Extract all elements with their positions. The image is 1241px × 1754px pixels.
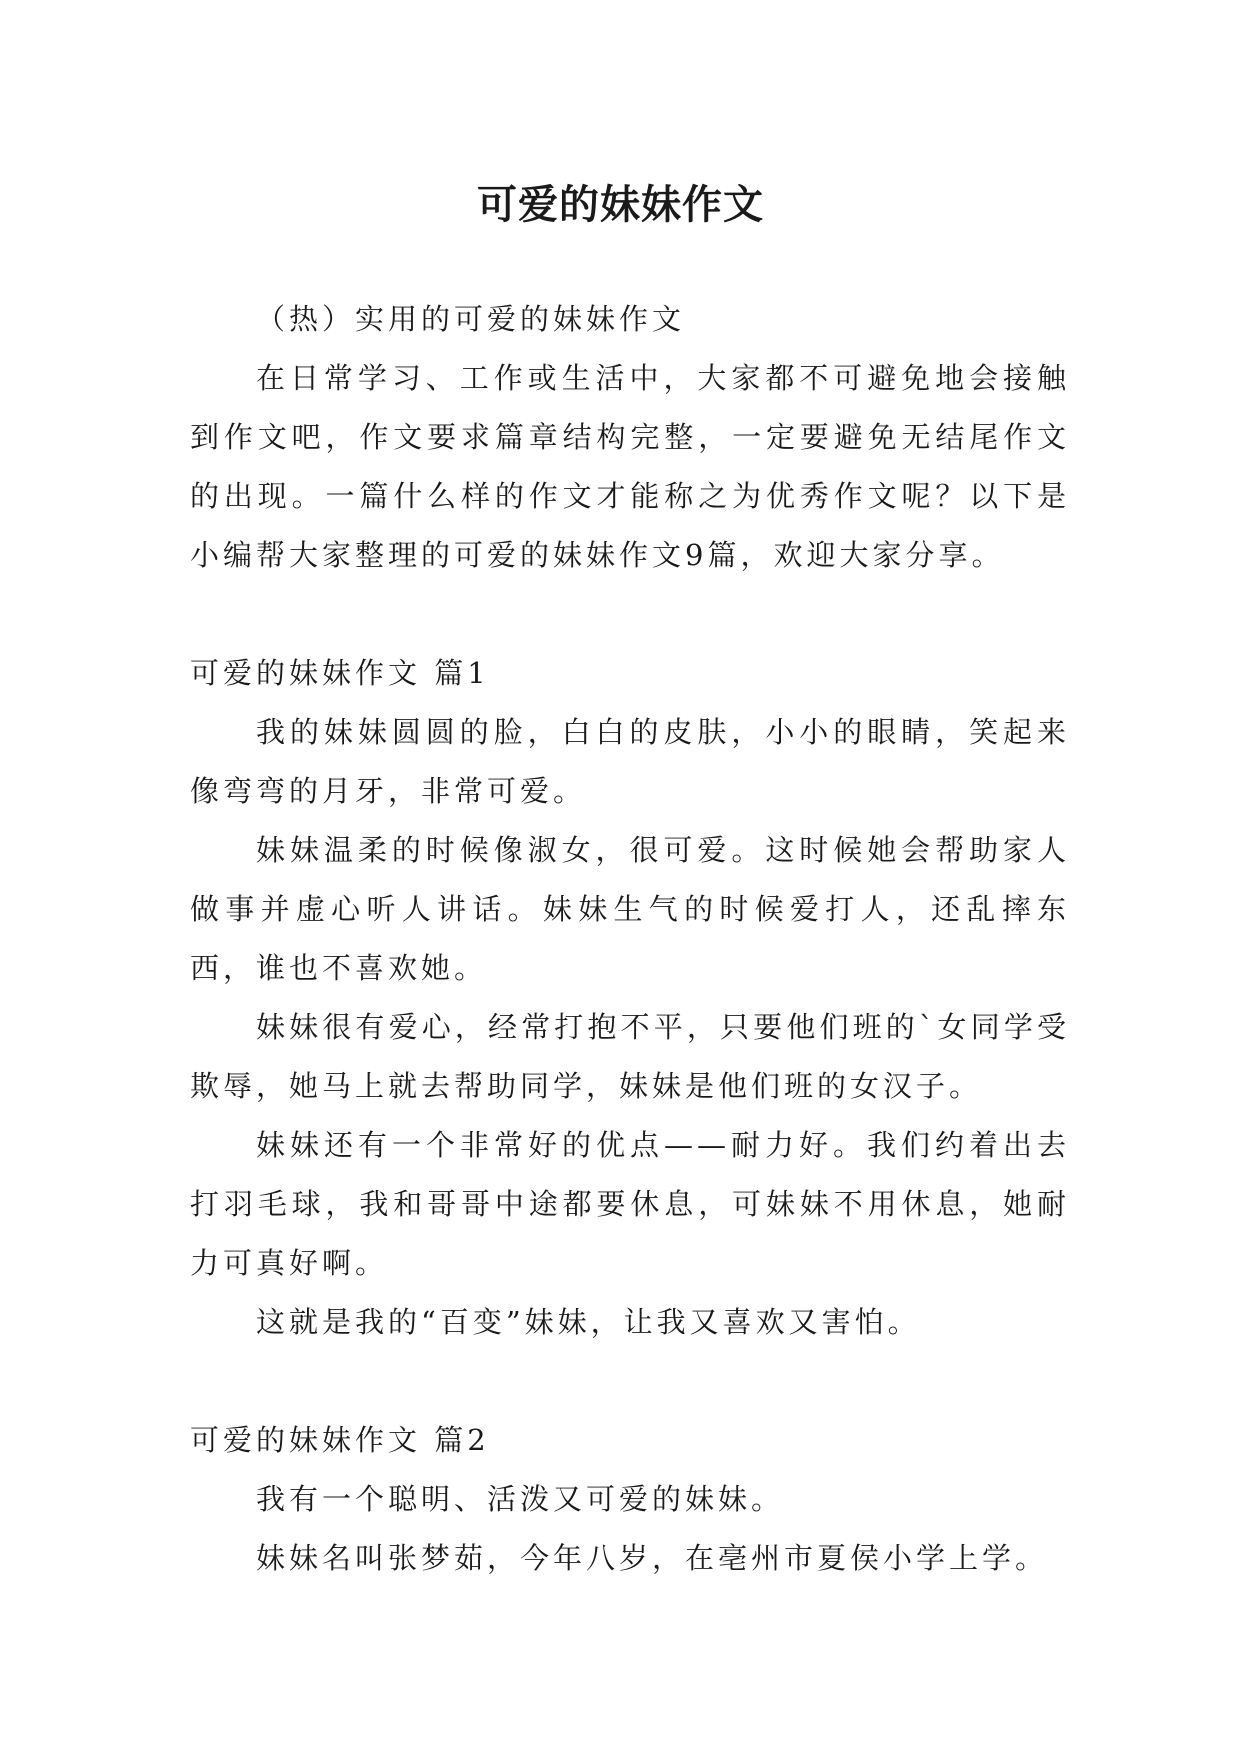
document-body [190,290,1070,1588]
section-heading-1: 可爱的妹妹作文 篇1 [190,656,490,690]
intro-paragraph: 在日常学习、工作或生活中，大家都不可避免地会接触到作文吧，作文要求篇章结构完整，一定要避免无结尾作文的出现。一篇什么样的作文才能称之为优秀作文呢？以下是小编帮大家整理的可爱的妹妹作文9篇，欢迎大家分享。 [190,361,1070,572]
section-spacer [190,585,1070,644]
section-1-paragraph-1: 我的妹妹圆圆的脸，白白的皮肤，小小的眼睛，笑起来像弯弯的月牙，非常可爱。 [190,715,1070,808]
section-1-paragraph-4: 妹妹还有一个非常好的优点——耐力好。我们约着出去打羽毛球，我和哥哥中途都要休息，可妹妹不用休息，她耐力可真好啊。 [190,1128,1070,1280]
page-title: 可爱的妹妹作文 [477,180,764,228]
section-1-paragraph-3: 妹妹很有爱心，经常打抱不平，只要他们班的`女同学受欺辱，她马上就去帮助同学，妹妹是他们班的女汉子。 [190,1010,1070,1103]
intro-subtitle: （热）实用的可爱的妹妹作文 [256,302,686,336]
section-heading-2: 可爱的妹妹作文 篇2 [190,1423,490,1457]
section-1-paragraph-5: 这就是我的“百变”妹妹，让我又喜欢又害怕。 [256,1305,921,1339]
section-1-paragraph-2: 妹妹温柔的时候像淑女，很可爱。这时候她会帮助家人做事并虚心听人讲话。妹妹生气的时候爱打人，还乱摔东西，谁也不喜欢她。 [190,833,1070,985]
section-2-paragraph-1: 我有一个聪明、活泼又可爱的妹妹。 [256,1482,785,1516]
section-spacer [190,1352,1070,1411]
section-2-paragraph-2: 妹妹名叫张梦茹，今年八岁，在亳州市夏侯小学上学。 [256,1541,1049,1575]
